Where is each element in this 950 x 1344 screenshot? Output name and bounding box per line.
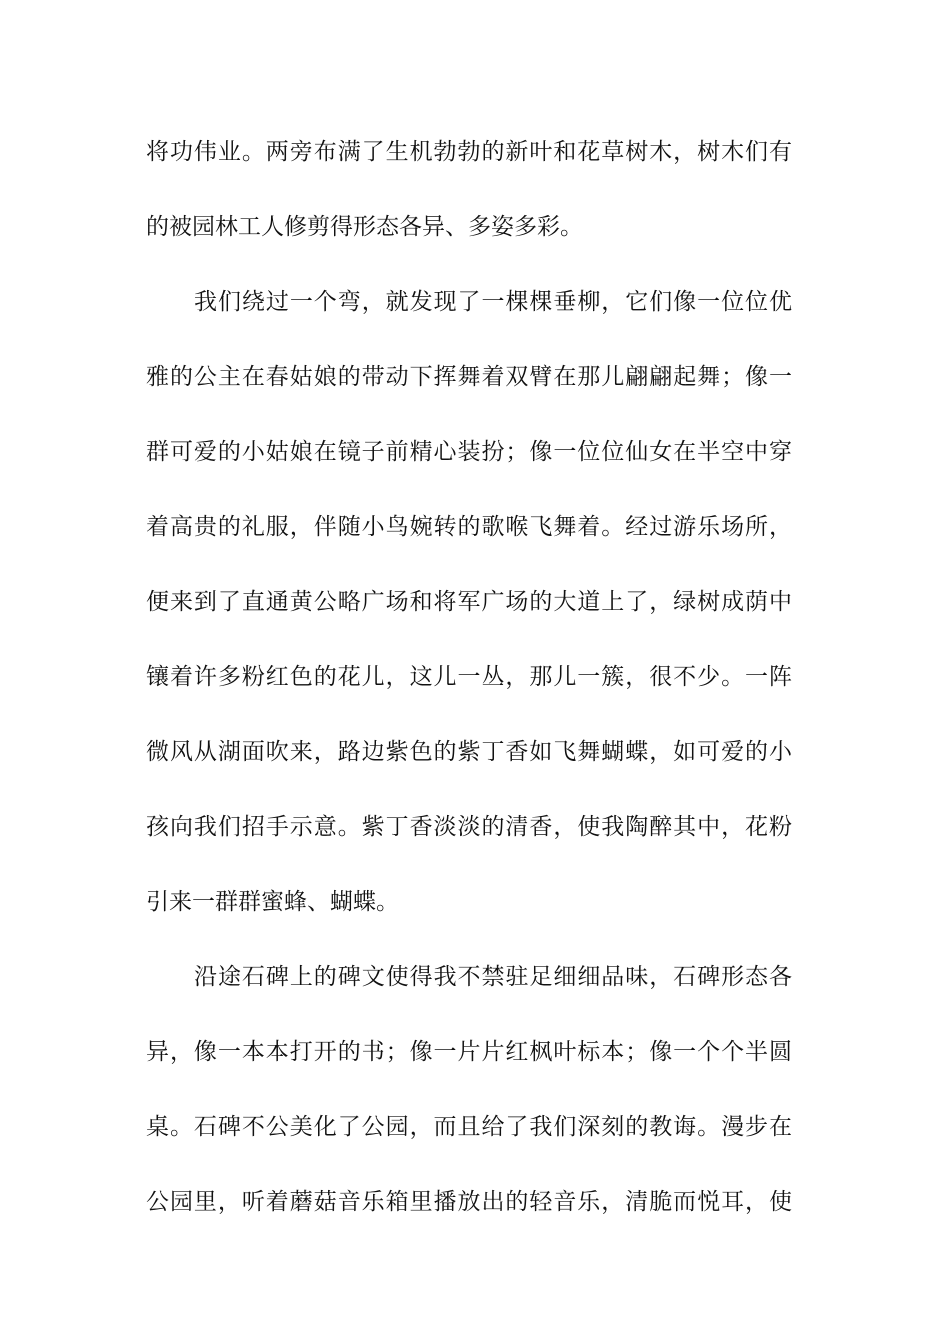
text-line: 的被园林工人修剪得形态各异、多姿多彩。 [146, 214, 583, 240]
text-line: 将功伟业。两旁布满了生机勃勃的新叶和花草树木，树木们有 [146, 139, 792, 165]
text-line: 沿途石碑上的碑文使得我不禁驻足细细品味，石碑形态各 [194, 964, 792, 990]
text-line: 公园里，听着蘑菇音乐箱里播放出的轻音乐，清脆而悦耳，使 [146, 1189, 792, 1215]
text-line: 镶着许多粉红色的花儿，这儿一丛，那儿一簇，很不少。一阵 [146, 664, 792, 690]
text-line: 着高贵的礼服，伴随小鸟婉转的歌喉飞舞着。经过游乐场所， [146, 514, 792, 540]
text-line: 雅的公主在春姑娘的带动下挥舞着双臂在那儿翩翩起舞；像一 [146, 364, 792, 390]
text-line: 异，像一本本打开的书；像一片片红枫叶标本；像一个个半圆 [146, 1039, 792, 1065]
text-line: 引来一群群蜜蜂、蝴蝶。 [146, 889, 399, 915]
text-line: 微风从湖面吹来，路边紫色的紫丁香如飞舞蝴蝶，如可爱的小 [146, 739, 792, 765]
text-line: 群可爱的小姑娘在镜子前精心装扮；像一位位仙女在半空中穿 [146, 439, 792, 465]
text-line: 孩向我们招手示意。紫丁香淡淡的清香，使我陶醉其中，花粉 [146, 814, 792, 840]
text-line: 我们绕过一个弯，就发现了一棵棵垂柳，它们像一位位优 [194, 289, 792, 315]
text-line: 便来到了直通黄公略广场和将军广场的大道上了，绿树成荫中 [146, 589, 792, 615]
text-line: 桌。石碑不公美化了公园，而且给了我们深刻的教诲。漫步在 [146, 1114, 792, 1140]
